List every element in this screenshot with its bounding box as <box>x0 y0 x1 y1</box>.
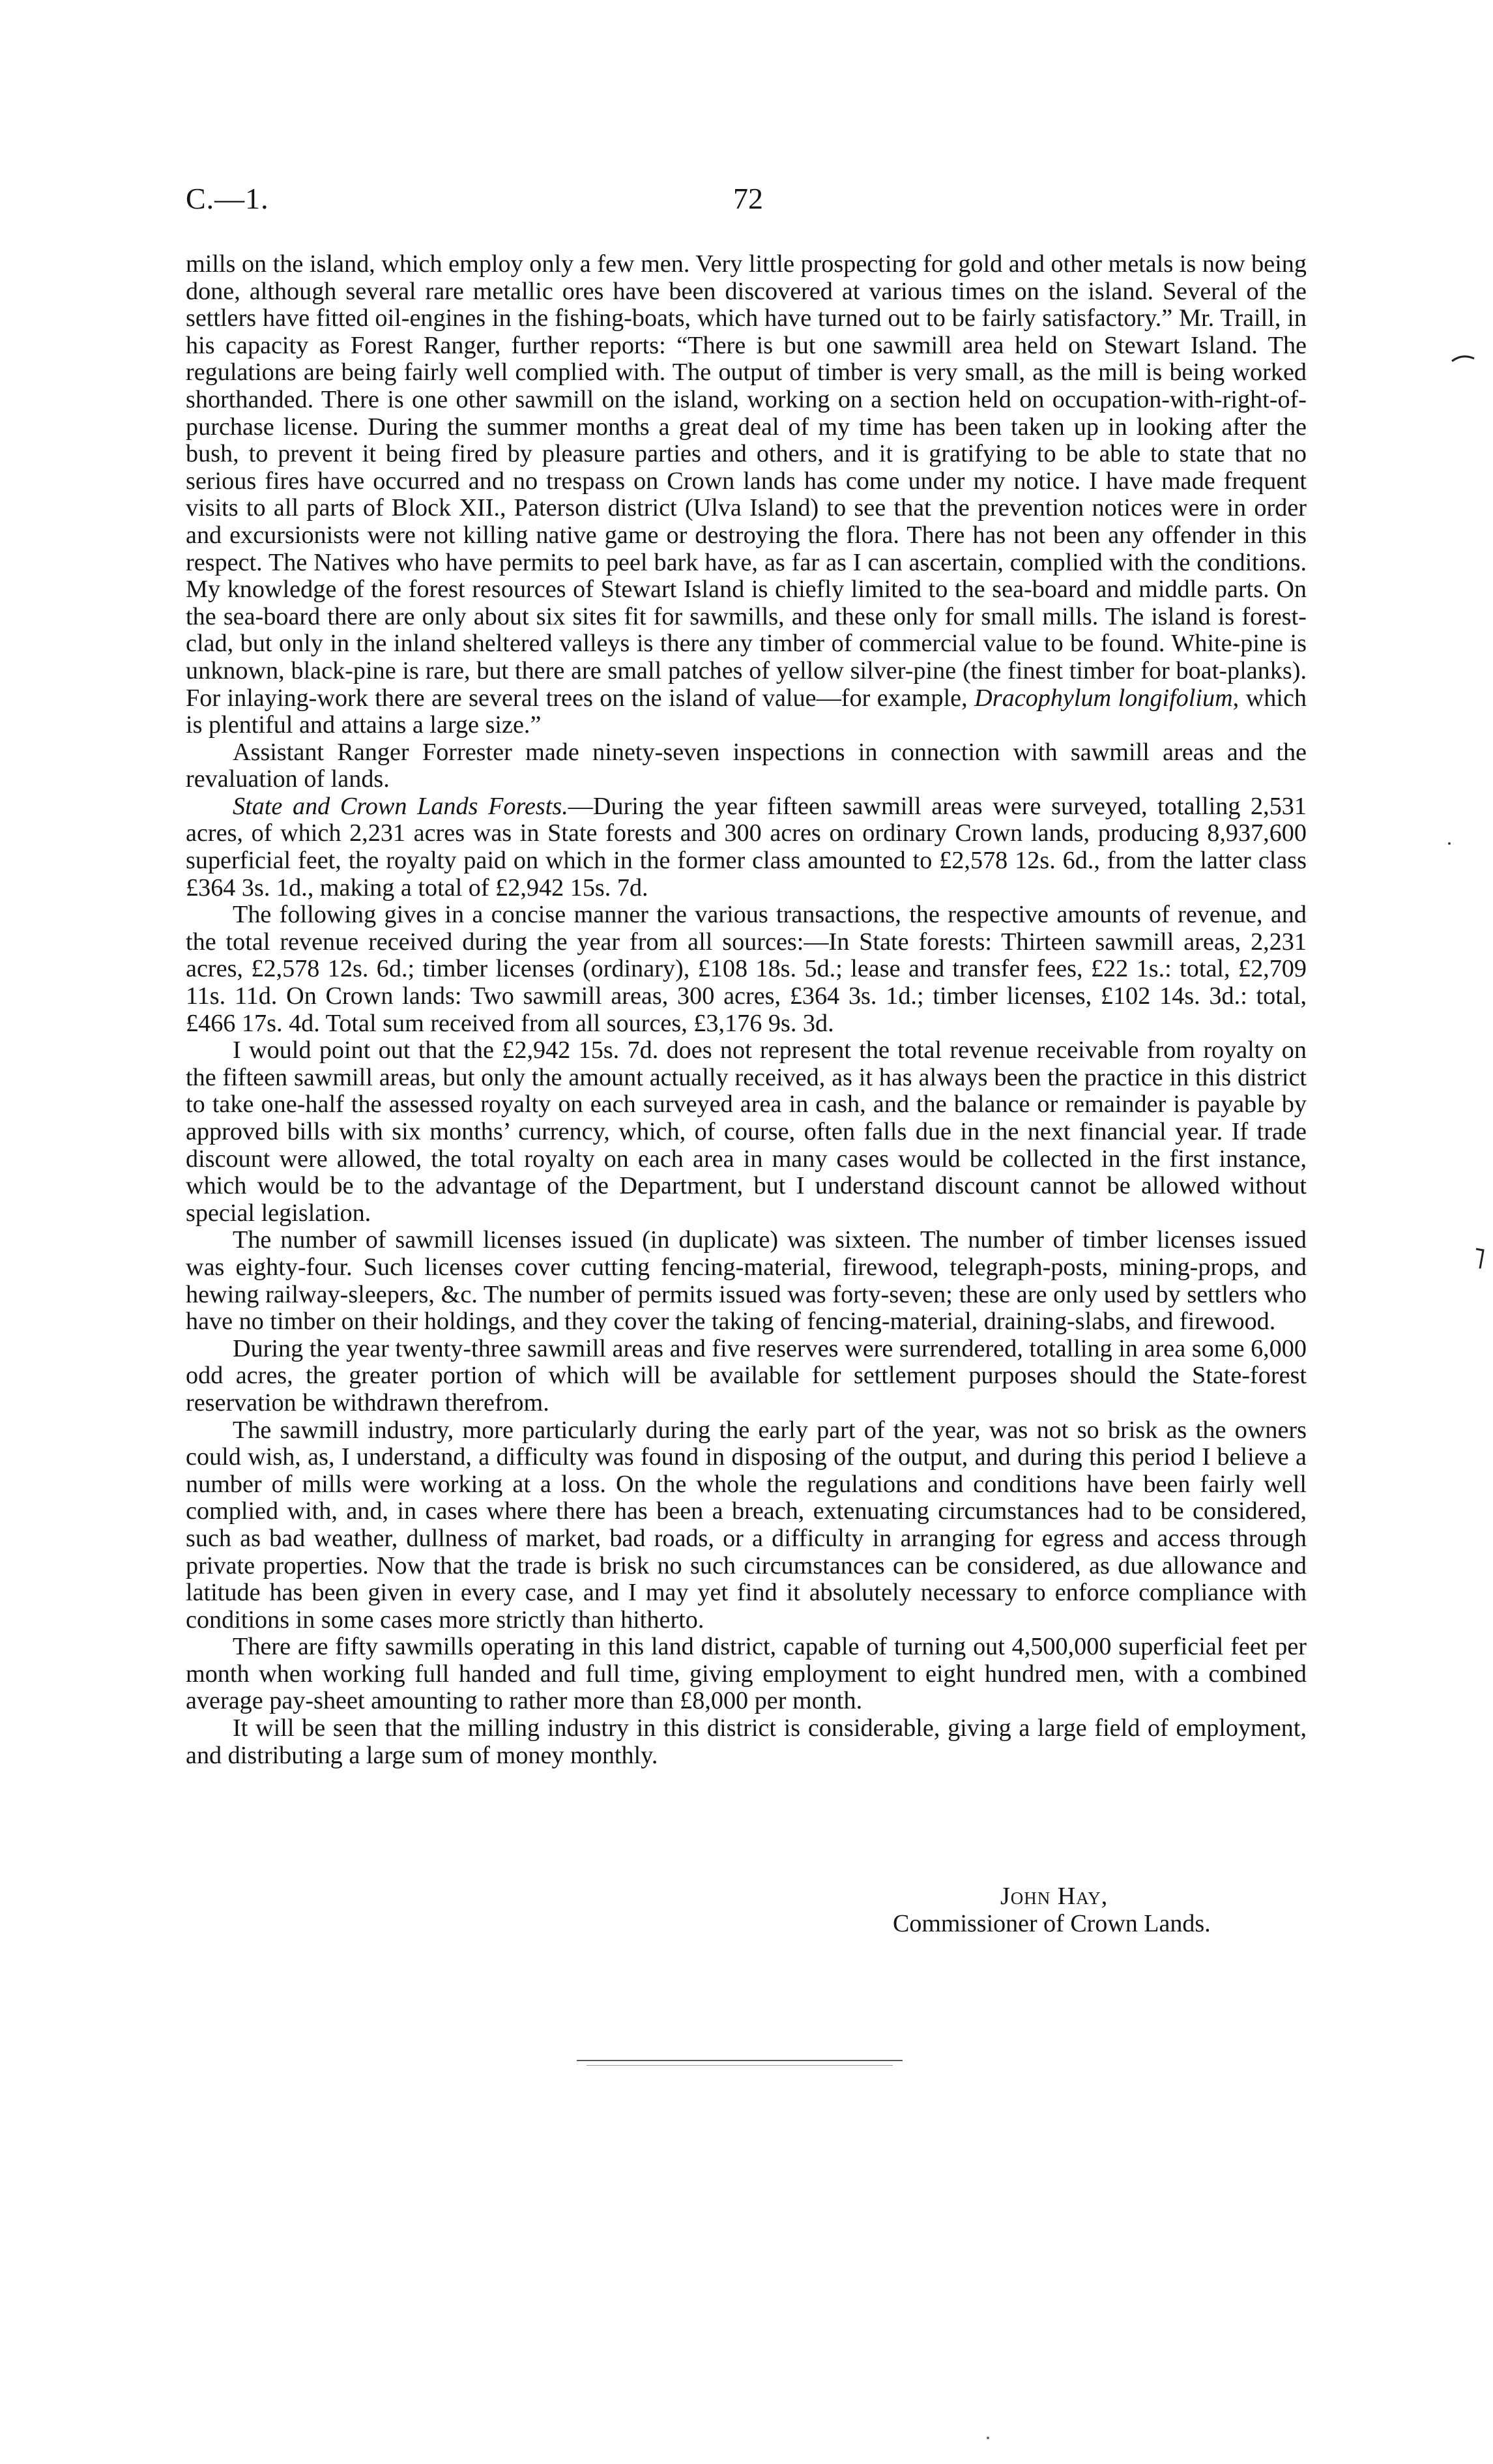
paragraph: There are fifty sawmills operating in this land district, capable of turning out 4,500,000 superficial feet per month when working full handed and full time, giving employment to eight hundred men, with a combined average pay-sheet amounting to rather more than £8,000 per month. <box>186 1633 1307 1715</box>
paragraph: Assistant Ranger Forrester made ninety-seven inspections in connection with sawmill areas and the revaluation of lands. <box>186 738 1307 793</box>
closing-rule-shadow <box>587 2065 893 2066</box>
paragraph: During the year twenty-three sawmill areas and five reserves were surrendered, totalling in area some 6,000 odd acres, the greater portion of which will be available for settlement purposes should the State-forest reservation be withdrawn therefrom. <box>186 1334 1307 1416</box>
section-heading: State and Crown Lands Forests. <box>233 792 568 820</box>
paragraph: It will be seen that the milling industry in this district is considerable, giving a large field of employment, and distributing a large sum of money monthly. <box>186 1714 1307 1769</box>
paragraph: State and Crown Lands Forests.—During the year fifteen sawmill areas were surveyed, totalling 2,531 acres, of which 2,231 acres was in State forests and 300 acres on ordinary Crown lands, producing 8,937,600 superficial feet, the royalty paid on which in the former class amounted to £2,578 12s. 6d., from the latter class £364 3s. 1d., making a total of £2,942 15s. 7d. <box>186 792 1307 902</box>
paragraph: mills on the island, which employ only a few men. Very little prospecting for gold and other metals is now being done, although several rare metallic ores have been discovered at various times on the island. Several of the settlers have fitted oil-engines in the fishing-boats, which have turned out to be fairly satisfactory.” Mr. Traill, in his capacity as Forest Ranger, further reports: “There is but one sawmill area held on Stewart Island. The regulations are being fairly well complied with. The output of timber is very small, as the mill is being worked shorthanded. There is one other sawmill on the island, working on a section held on occupation-with-right-of-purchase license. During the summer months a great deal of my time has been taken up in looking after the bush, to prevent it being fired by pleasure parties and others, and it is gratifying to be able to state that no serious fires have occurred and no trespass on Crown lands has come under my notice. I have made frequent visits to all parts of Block XII., Paterson district (Ulva Island) to see that the prevention notices were in order and excursionists were not killing native game or destroying the flora. There has not been any offender in this respect. The Natives who have permits to peel bark have, as far as I can ascertain, complied with the conditions. My knowledge of the forest resources of Stewart Island is chiefly limited to the sea-board and middle parts. On the sea-board there are only about six sites fit for sawmills, and these only for small mills. The island is forest-clad, but only in the inland sheltered valleys is there any timber of commercial value to be found. White-pine is unknown, black-pine is rare, but there are small patches of yellow silver-pine (the finest timber for boat-planks). For inlaying-work there are several trees on the island of value—for example, Dracophylum longifolium, which is plentiful and attains a large size.” <box>186 250 1307 739</box>
species-name: Dracophylum longifolium <box>974 684 1233 712</box>
speck-icon <box>985 2435 991 2441</box>
signatory-name: John Hay, <box>1000 1883 1109 1910</box>
paragraph: The following gives in a concise manner the various transactions, the respective amounts of revenue, and the total revenue received during the year from all sources:—In State forests: Thirteen sawmill areas, 2,231 acres, £2,578 12s. 6d.; timber licenses (ordinary), £108 18s. 5d.; lease and transfer fees, £22 1s.: total, £2,709 11s. 11d. On Crown lands: Two sawmill areas, 300 acres, £364 3s. 1d.; timber licenses, £102 14s. 3d.: total, £466 17s. 4d. Total sum received from all sources, £3,176 9s. 3d. <box>186 901 1307 1037</box>
page-reference: C.—1. <box>186 182 269 215</box>
paragraph: The sawmill industry, more particularly during the early part of the year, was not so brisk as the owners could wish, as, I understand, a difficulty was found in disposing of the output, and during this period I believe a number of mills were working at a loss. On the whole the regulations and conditions have been fairly well complied with, and, in cases where there has been a breach, extenuating circumstances had to be considered, such as bad weather, dullness of market, bad roads, or a difficulty in arranging for egress and access through private properties. Now that the trade is brisk no such circumstances can be considered, as due allowance and latitude has been given in every case, and I may yet find it absolutely necessary to enforce compliance with conditions in some cases more strictly than hitherto. <box>186 1416 1307 1634</box>
margin-mark-icon <box>1474 1246 1487 1272</box>
page-number: 72 <box>733 182 763 215</box>
body-text <box>186 251 1307 1769</box>
closing-rule <box>577 2060 903 2061</box>
signatory-title: Commissioner of Crown Lands. <box>893 1910 1211 1937</box>
paragraph: I would point out that the £2,942 15s. 7d. does not represent the total revenue receivable from royalty on the fifteen sawmill areas, but only the amount actually received, as it has always been the practice in this district to take one-half the assessed royalty on each surveyed area in cash, and the balance or remainder is payable by approved bills with six months’ currency, which, of course, often falls due in the next financial year. If trade discount were allowed, the total royalty on each area in many cases would be collected in the first instance, which would be to the advantage of the Department, but I understand discount cannot be allowed without special legislation. <box>186 1036 1307 1227</box>
paragraph: The number of sawmill licenses issued (in duplicate) was sixteen. The number of timber licenses issued was eighty-four. Such licenses cover cutting fencing-material, firewood, telegraph-posts, mining-props, and hewing railway-sleepers, &c. The number of permits issued was forty-seven; these are only used by settlers who have no timber on their holdings, and they cover the taking of fencing-material, draining-slabs, and firewood. <box>186 1226 1307 1336</box>
margin-mark-icon <box>1451 352 1477 365</box>
speck-icon <box>1447 841 1452 846</box>
signature-block <box>893 1883 1258 1937</box>
